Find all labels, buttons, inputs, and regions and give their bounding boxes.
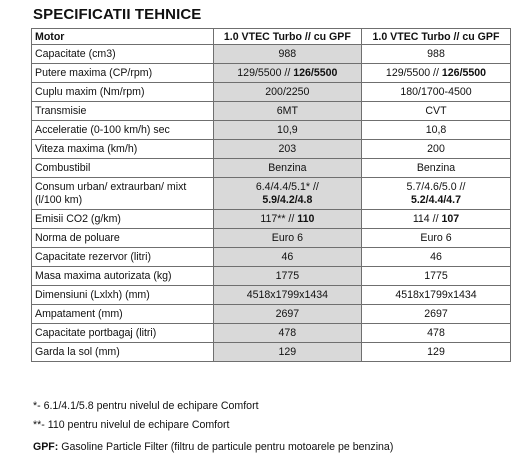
- footnote-gpf: [33, 441, 393, 453]
- spec-value-text: 5.7/4.6/5.0 //: [406, 180, 466, 193]
- gpf-text: Gasoline Particle Filter (filtru de particule pentru motoarele pe benzina): [58, 441, 394, 453]
- spec-value: [362, 267, 511, 286]
- spec-label: Consum urban/ extraurban/ mixt (l/100 km): [32, 178, 214, 210]
- table-row: [32, 248, 511, 267]
- spec-label: Emisii CO2 (g/km): [32, 210, 214, 229]
- spec-value-text: 6.4/4.4/5.1* //: [255, 180, 319, 193]
- spec-label: Viteza maxima (km/h): [32, 140, 214, 159]
- spec-value-gpf: 110: [297, 213, 315, 225]
- spec-value: [362, 45, 511, 64]
- table-row: [32, 343, 511, 362]
- footnote-emissions: **- 110 pentru nivelul de echipare Comfort: [33, 419, 230, 431]
- spec-value: [362, 210, 511, 229]
- spec-value-text: 2697: [424, 308, 448, 320]
- spec-value: [362, 229, 511, 248]
- spec-value: [213, 286, 361, 305]
- table-row: [32, 45, 511, 64]
- spec-value-text: Euro 6: [271, 232, 303, 244]
- spec-value: [213, 102, 361, 121]
- spec-value: [362, 83, 511, 102]
- spec-label: Combustibil: [32, 159, 214, 178]
- table-row: [32, 305, 511, 324]
- spec-value: [213, 267, 361, 286]
- header-engine-cvt: 1.0 VTEC Turbo // cu GPF: [362, 29, 511, 45]
- spec-label: Capacitate (cm3): [32, 45, 214, 64]
- header-motor: Motor: [32, 29, 214, 45]
- spec-value-text: 1775: [275, 270, 300, 282]
- table-header-row: [32, 29, 511, 45]
- gpf-label: GPF:: [33, 441, 59, 453]
- spec-value: [362, 159, 511, 178]
- spec-value: [362, 102, 511, 121]
- spec-value-text: 203: [278, 143, 297, 155]
- spec-value-text: CVT: [425, 105, 447, 117]
- spec-value: [213, 159, 361, 178]
- spec-value-text: 129: [427, 346, 445, 358]
- spec-value: [213, 121, 361, 140]
- spec-label: Capacitate rezervor (litri): [32, 248, 214, 267]
- spec-value-text: 46: [430, 251, 442, 263]
- spec-value: [362, 178, 511, 210]
- spec-value: [213, 178, 361, 210]
- spec-label: Transmisie: [32, 102, 214, 121]
- table-row: [32, 286, 511, 305]
- footnote-consumption: *- 6.1/4.1/5.8 pentru nivelul de echipare Comfort: [33, 400, 259, 412]
- spec-value-text: 10,8: [425, 124, 447, 136]
- spec-value-text: 129/5500 //: [237, 67, 291, 79]
- spec-value-gpf: 5.2/4.4/4.7: [410, 193, 462, 206]
- table-row: [32, 210, 511, 229]
- spec-value-text: 2697: [275, 308, 300, 320]
- spec-value: [213, 45, 361, 64]
- spec-value: [362, 286, 511, 305]
- spec-value-gpf: 126/5500: [293, 67, 338, 79]
- spec-value-text: Benzina: [416, 162, 456, 174]
- spec-value-text: 129: [278, 346, 297, 358]
- spec-value: [213, 64, 361, 83]
- table-row: [32, 159, 511, 178]
- spec-value: [362, 64, 511, 83]
- spec-value: [362, 121, 511, 140]
- spec-value-text: 478: [427, 327, 445, 339]
- spec-value-text: 46: [281, 251, 294, 263]
- table-row: [32, 178, 511, 210]
- table-row: [32, 64, 511, 83]
- spec-label: Capacitate portbagaj (litri): [32, 324, 214, 343]
- spec-value-text: 129/5500 //: [385, 67, 439, 79]
- spec-label: Cuplu maxim (Nm/rpm): [32, 83, 214, 102]
- specs-table: [31, 28, 511, 362]
- spec-label: Masa maxima autorizata (kg): [32, 267, 214, 286]
- table-row: [32, 140, 511, 159]
- spec-value-gpf: 5.9/4.2/4.8: [262, 193, 313, 206]
- spec-label: Norma de poluare: [32, 229, 214, 248]
- spec-value: [362, 140, 511, 159]
- spec-value: [362, 324, 511, 343]
- table-row: [32, 83, 511, 102]
- table-row: [32, 121, 511, 140]
- spec-value: [362, 343, 511, 362]
- spec-value-text: Euro 6: [420, 232, 452, 244]
- spec-value: [213, 210, 361, 229]
- spec-label: Ampatament (mm): [32, 305, 214, 324]
- spec-label: Putere maxima (CP/rpm): [32, 64, 214, 83]
- spec-value: [362, 248, 511, 267]
- spec-label: Acceleratie (0-100 km/h) sec: [32, 121, 214, 140]
- spec-value: [213, 229, 361, 248]
- spec-value-text: 988: [427, 48, 445, 60]
- header-engine-manual: 1.0 VTEC Turbo // cu GPF: [213, 29, 361, 45]
- table-row: [32, 102, 511, 121]
- table-row: [32, 229, 511, 248]
- specs-table-body: [32, 45, 511, 362]
- spec-value-text: 200: [427, 143, 445, 155]
- spec-value-gpf: 107: [441, 213, 460, 225]
- spec-value: [213, 83, 361, 102]
- spec-value: [213, 305, 361, 324]
- spec-value: [213, 324, 361, 343]
- spec-value-text: 117** //: [260, 213, 295, 225]
- spec-value-text: 10,9: [277, 124, 298, 136]
- spec-value-text: 4518x1799x1434: [246, 289, 329, 301]
- spec-value-text: 478: [278, 327, 297, 339]
- spec-value-text: 1775: [424, 270, 448, 282]
- spec-value-text: 200/2250: [265, 86, 310, 98]
- spec-value-text: 180/1700-4500: [400, 86, 472, 98]
- spec-value: [213, 140, 361, 159]
- spec-value-text: Benzina: [268, 162, 307, 174]
- table-row: [32, 267, 511, 286]
- spec-label: Dimensiuni (Lxlxh) (mm): [32, 286, 214, 305]
- page-title: SPECIFICATII TEHNICE: [33, 6, 202, 23]
- spec-value: [362, 305, 511, 324]
- spec-value-text: 988: [278, 48, 297, 60]
- spec-value-text: 6MT: [276, 105, 298, 117]
- spec-value-text: 4518x1799x1434: [395, 289, 477, 301]
- spec-value-gpf: 126/5500: [441, 67, 487, 79]
- spec-value: [213, 248, 361, 267]
- spec-label: Garda la sol (mm): [32, 343, 214, 362]
- table-row: [32, 324, 511, 343]
- spec-value: [213, 343, 361, 362]
- spec-value-text: 114 //: [412, 213, 439, 225]
